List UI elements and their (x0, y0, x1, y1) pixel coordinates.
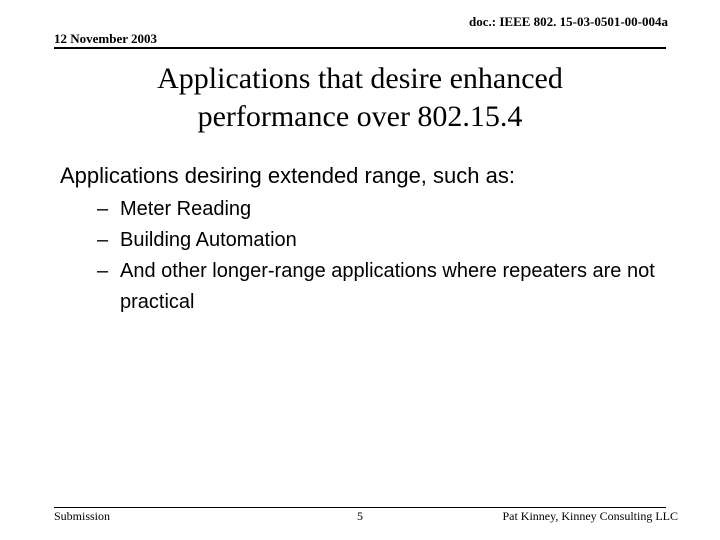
sub-bullet-list (60, 194, 680, 318)
document-id: doc.: IEEE 802. 15-03-0501-00-004a (469, 14, 668, 29)
title-line-1: Applications that desire enhanced (157, 62, 563, 95)
sub-bullet-text: And other longer-range applications where repeaters are not practical (120, 260, 655, 313)
footer-divider (54, 507, 666, 508)
slide-body (60, 160, 680, 318)
sub-bullet-text: Meter Reading (120, 198, 252, 220)
dash-marker: – (97, 229, 109, 251)
page-number: 5 (357, 509, 363, 523)
header-divider (54, 47, 666, 49)
footer-author: Pat Kinney, Kinney Consulting LLC (502, 509, 678, 523)
footer-submission: Submission (54, 509, 111, 523)
main-bullet: Applications desiring extended range, such as: (60, 163, 515, 188)
sub-bullet-building-automation (60, 225, 680, 256)
slide-date: 12 November 2003 (54, 31, 158, 46)
sub-bullet-text: Building Automation (120, 229, 297, 251)
slide-title (60, 60, 660, 136)
dash-marker: – (97, 198, 109, 220)
sub-bullet-meter-reading (60, 194, 680, 225)
sub-bullet-longer-range (60, 256, 680, 318)
title-line-2: performance over 802.15.4 (197, 100, 523, 133)
dash-marker: – (97, 260, 109, 282)
